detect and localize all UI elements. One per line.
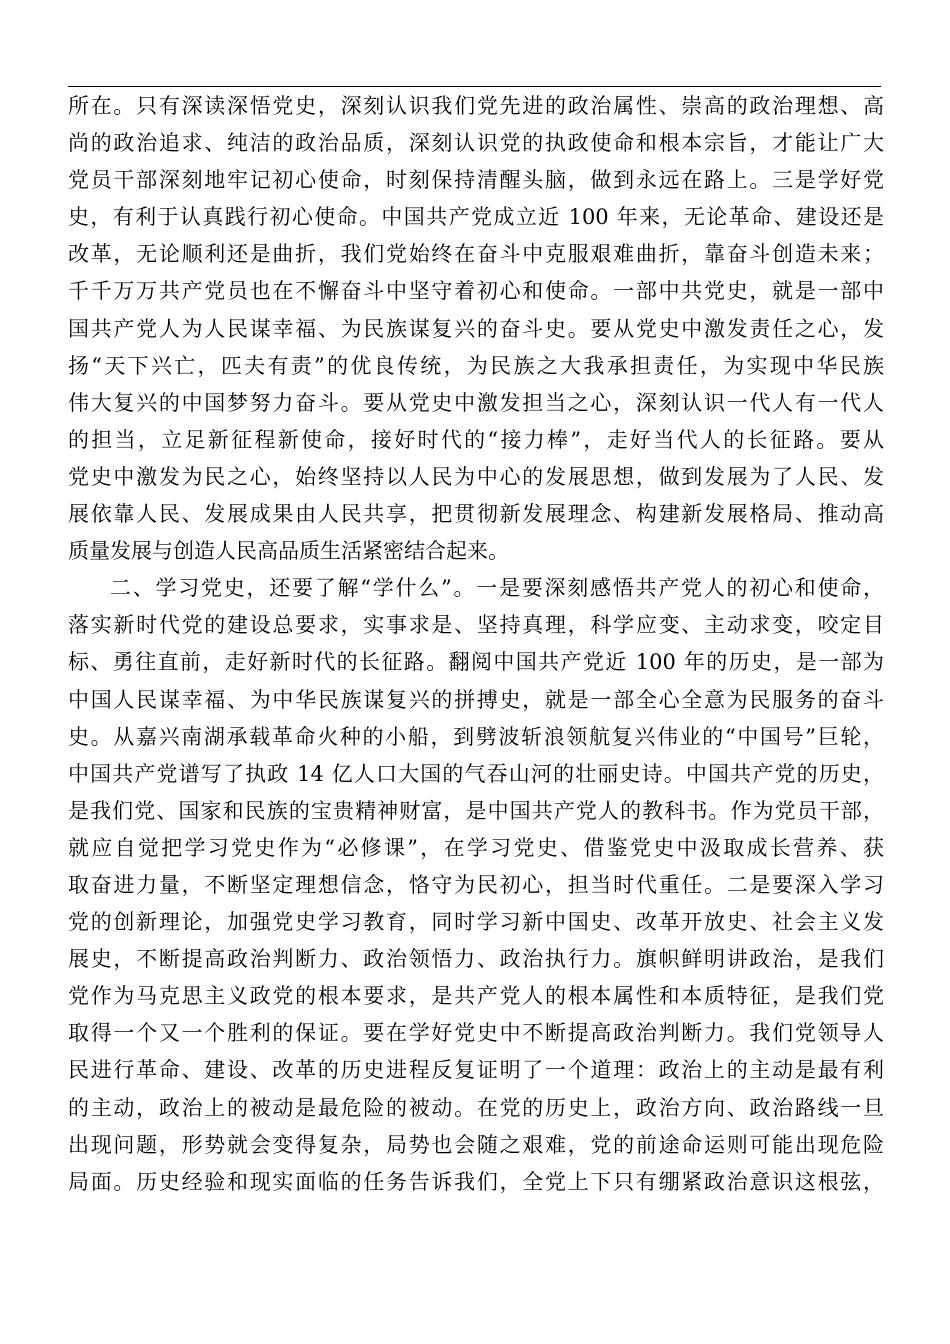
text-line: 所在。只有深读深悟党史，深刻认识我们党先进的政治属性、崇高的政治理想、高 (68, 94, 884, 118)
paragraph-1 (68, 88, 884, 570)
text-line: 改革，无论顺利还是曲折，我们党始终在奋斗中克服艰难曲折，靠奋斗创造未来； (68, 242, 884, 267)
text-line: 标、勇往直前，走好新时代的长征路。翻阅中国共产党近 100 年的历史，是一部为 (68, 650, 884, 675)
text-line: 出现问题，形势就会变得复杂，局势也会随之艰难，党的前途命运则可能出现危险 (68, 1132, 884, 1157)
header-rule (68, 86, 881, 87)
text-line: 取得一个又一个胜利的保证。要在学好党史中不断提高政治判断力。我们党领导人 (68, 1021, 884, 1046)
text-line: 党作为马克思主义政党的根本要求，是共产党人的根本属性和本质特征，是我们党 (68, 984, 884, 1009)
text-line: 落实新时代党的建设总要求，实事求是、坚持真理，科学应变、主动求变，咬定目 (68, 613, 884, 638)
text-line: 尚的政治追求、纯洁的政治品质，深刻认识党的执政使命和根本宗旨，才能让广大 (68, 131, 884, 156)
text-line: 党员干部深刻地牢记初心使命，时刻保持清醒头脑，做到永远在路上。三是学好党 (68, 168, 884, 193)
text-line: 国共产党人为人民谋幸福、为民族谋复兴的奋斗史。要从党史中激发责任之心，发 (68, 316, 884, 341)
text-line: 伟大复兴的中国梦努力奋斗。要从党史中激发担当之心，深刻认识一代人有一代人 (68, 390, 884, 415)
text-line: 是我们党、国家和民族的宝贵精神财富，是中国共产党人的教科书。作为党员干部， (68, 798, 884, 823)
paragraph-2 (68, 570, 884, 1201)
text-line: 局面。历史经验和现实面临的任务告诉我们，全党上下只有绷紧政治意识这根弦， (68, 1169, 884, 1194)
text-line: 扬“天下兴亡，匹夫有责”的优良传统，为民族之大我承担责任，为实现中华民族 (68, 353, 884, 378)
text-line: 展史，不断提高政治判断力、政治领悟力、政治执行力。旗帜鲜明讲政治，是我们 (68, 947, 884, 972)
document-body (68, 88, 884, 1201)
text-line: 二、学习党史，还要了解“学什么”。一是要深刻感悟共产党人的初心和使命， (110, 576, 884, 601)
text-line: 史。从嘉兴南湖承载革命火种的小船，到劈波斩浪领航复兴伟业的“中国号”巨轮， (68, 724, 884, 749)
text-line: 中国人民谋幸福、为中华民族谋复兴的拼搏史，就是一部全心全意为民服务的奋斗 (68, 687, 884, 712)
text-line: 展依靠人民、发展成果由人民共享，把贯彻新发展理念、构建新发展格局、推动高 (68, 502, 884, 527)
text-line: 的担当，立足新征程新使命，接好时代的“接力棒”，走好当代人的长征路。要从 (68, 427, 884, 452)
text-line: 民进行革命、建设、改革的历史进程反复证明了一个道理：政治上的主动是最有利 (68, 1058, 884, 1083)
text-line: 取奋进力量，不断坚定理想信念，恪守为民初心，担当时代重任。二是要深入学习 (68, 872, 884, 897)
text-line: 党史中激发为民之心，始终坚持以人民为中心的发展思想，做到发展为了人民、发 (68, 464, 884, 489)
text-line: 的主动，政治上的被动是最危险的被动。在党的历史上，政治方向、政治路线一旦 (68, 1095, 884, 1120)
text-line: 中国共产党谱写了执政 14 亿人口大国的气吞山河的壮丽史诗。中国共产党的历史， (68, 761, 884, 786)
text-line: 党的创新理论，加强党史学习教育，同时学习新中国史、改革开放史、社会主义发 (68, 910, 884, 935)
text-line: 史，有利于认真践行初心使命。中国共产党成立近 100 年来，无论革命、建设还是 (68, 205, 884, 230)
text-line: 千千万万共产党员也在不懈奋斗中坚守着初心和使命。一部中共党史，就是一部中 (68, 279, 884, 304)
text-line: 就应自觉把学习党史作为“必修课”，在学习党史、借鉴党史中汲取成长营养、获 (68, 835, 884, 860)
text-line: 质量发展与创造人民高品质生活紧密结合起来。 (68, 539, 509, 564)
